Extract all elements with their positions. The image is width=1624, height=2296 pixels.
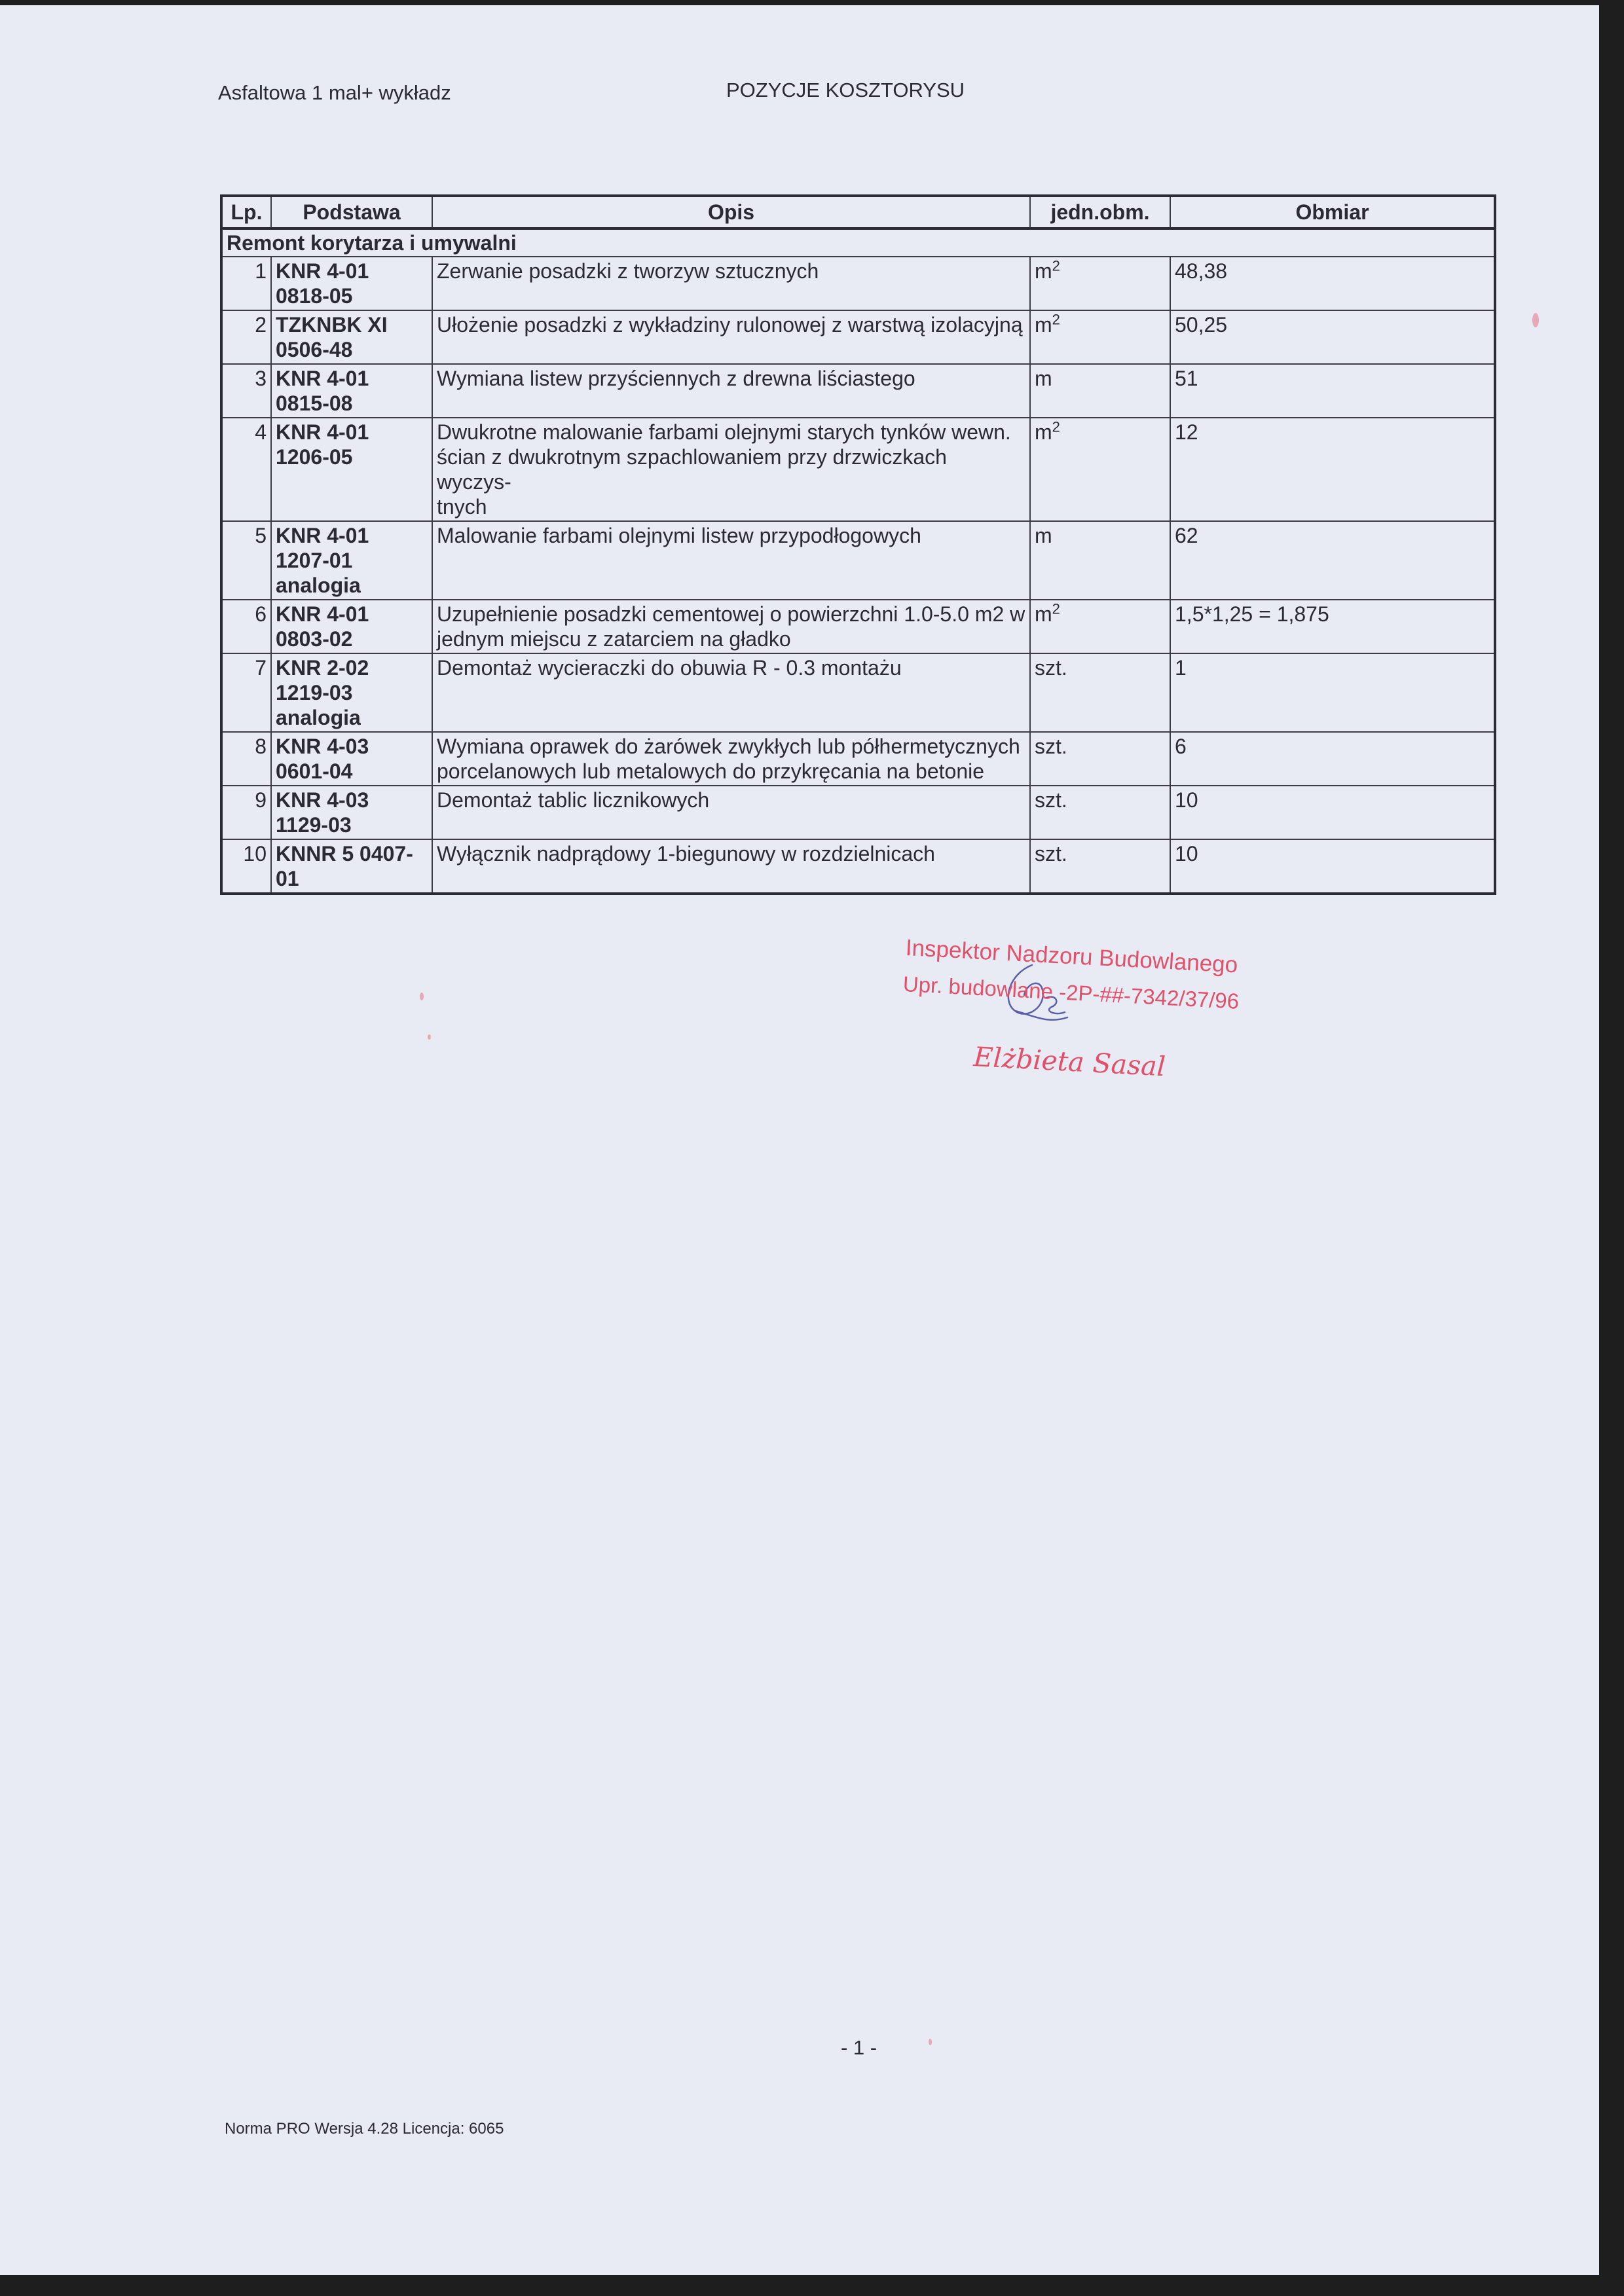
col-header-lp: Lp. — [221, 196, 271, 228]
row-description — [432, 732, 1030, 786]
col-header-basis: Podstawa — [271, 196, 432, 228]
row-unit — [1030, 653, 1170, 732]
basis-line: analogia — [276, 706, 361, 729]
basis-line: 0803-02 — [276, 627, 353, 651]
ink-speck — [428, 1034, 431, 1040]
basis-line: 1129-03 — [276, 813, 352, 837]
row-basis — [271, 839, 432, 894]
description-line: Wymiana listew przyściennych z drewna liściastego — [437, 367, 915, 390]
unit-text: m — [1035, 367, 1052, 390]
basis-line: 1207-01 — [276, 549, 353, 572]
table-row — [221, 732, 1495, 786]
unit-exponent: 2 — [1052, 600, 1060, 617]
basis-line: KNR 2-02 — [276, 656, 369, 680]
row-quantity: 48,38 — [1170, 257, 1495, 310]
basis-line: 0506-48 — [276, 338, 353, 361]
row-number: 4 — [221, 418, 271, 521]
row-number: 5 — [221, 521, 271, 600]
row-quantity: 62 — [1170, 521, 1495, 600]
description-line: Zerwanie posadzki z tworzyw sztucznych — [437, 259, 819, 283]
row-description — [432, 839, 1030, 894]
basis-line: 0818-05 — [276, 284, 353, 308]
page-number: - 1 - — [841, 2036, 877, 2059]
row-quantity: 10 — [1170, 839, 1495, 894]
unit-exponent: 2 — [1052, 418, 1060, 435]
row-basis — [271, 310, 432, 364]
description-line: Demontaż tablic licznikowych — [437, 788, 710, 812]
row-description — [432, 786, 1030, 839]
row-description — [432, 364, 1030, 418]
ink-speck — [1532, 313, 1539, 327]
description-line: Wymiana oprawek do żarówek zwykłych lub półhermetycznych — [437, 735, 1020, 758]
row-quantity: 6 — [1170, 732, 1495, 786]
row-number: 6 — [221, 600, 271, 653]
row-number: 8 — [221, 732, 271, 786]
description-line: Dwukrotne malowanie farbami olejnymi starych tynków wewn. — [437, 420, 1011, 444]
row-description — [432, 600, 1030, 653]
basis-line: 0815-08 — [276, 392, 353, 415]
basis-line: KNR 4-01 — [276, 420, 369, 444]
row-basis — [271, 257, 432, 310]
row-quantity: 12 — [1170, 418, 1495, 521]
row-quantity: 10 — [1170, 786, 1495, 839]
stamp-name: Elżbieta Sasal — [972, 1041, 1166, 1083]
row-basis — [271, 521, 432, 600]
table-row — [221, 310, 1495, 364]
description-line: porcelanowych lub metalowych do przykręcania na betonie — [437, 759, 985, 783]
basis-line: KNR 4-03 — [276, 735, 369, 758]
row-quantity: 1,5*1,25 = 1,875 — [1170, 600, 1495, 653]
estimate-table — [220, 194, 1496, 895]
inspector-stamp — [904, 935, 1270, 1092]
basis-line: 1219-03 — [276, 681, 353, 704]
row-unit — [1030, 839, 1170, 894]
basis-line: KNR 4-01 — [276, 259, 369, 283]
row-number: 10 — [221, 839, 271, 894]
basis-line: 1206-05 — [276, 445, 353, 469]
unit-text: szt. — [1035, 842, 1067, 866]
row-unit — [1030, 257, 1170, 310]
row-description — [432, 310, 1030, 364]
row-basis — [271, 364, 432, 418]
row-description — [432, 257, 1030, 310]
table-row — [221, 839, 1495, 894]
unit-text: szt. — [1035, 735, 1067, 758]
table-header-row — [221, 196, 1495, 228]
row-unit — [1030, 600, 1170, 653]
document-page — [0, 5, 1599, 2275]
description-line: Wyłącznik nadprądowy 1-biegunowy w rozdzielnicach — [437, 842, 935, 866]
unit-exponent: 2 — [1052, 311, 1060, 328]
section-row — [221, 228, 1495, 257]
stamp-title: Inspektor Nadzoru Budowlanego — [904, 935, 1239, 978]
row-unit — [1030, 786, 1170, 839]
table-row — [221, 364, 1495, 418]
basis-line: KNNR 5 0407- — [276, 842, 413, 866]
row-description — [432, 521, 1030, 600]
basis-line: 0601-04 — [276, 759, 353, 783]
description-line: tnych — [437, 495, 487, 519]
col-header-unit: jedn.obm. — [1030, 196, 1170, 228]
ink-speck — [420, 993, 424, 1000]
basis-line: analogia — [276, 574, 361, 597]
row-basis — [271, 418, 432, 521]
table-row — [221, 257, 1495, 310]
unit-text: m — [1035, 313, 1052, 337]
row-basis — [271, 653, 432, 732]
col-header-quantity: Obmiar — [1170, 196, 1495, 228]
row-number: 3 — [221, 364, 271, 418]
row-unit — [1030, 521, 1170, 600]
row-description — [432, 653, 1030, 732]
basis-line: KNR 4-01 — [276, 367, 369, 390]
row-number: 7 — [221, 653, 271, 732]
row-number: 9 — [221, 786, 271, 839]
description-line: Demontaż wycieraczki do obuwia R - 0.3 montażu — [437, 656, 902, 680]
basis-line: KNR 4-01 — [276, 602, 369, 626]
unit-text: m — [1035, 524, 1052, 547]
row-quantity: 1 — [1170, 653, 1495, 732]
row-unit — [1030, 310, 1170, 364]
basis-line: 01 — [276, 867, 299, 890]
row-unit — [1030, 732, 1170, 786]
col-header-description: Opis — [432, 196, 1030, 228]
estimate-name: Asfaltowa 1 mal+ wykładz — [218, 81, 451, 104]
basis-line: TZKNBK XI — [276, 313, 388, 337]
table-row — [221, 653, 1495, 732]
stamp-license: Upr. budowlane -2P-##-7342/37/96 — [902, 972, 1240, 1013]
row-number: 1 — [221, 257, 271, 310]
document-title: POZYCJE KOSZTORYSU — [726, 79, 965, 101]
row-basis — [271, 786, 432, 839]
table-row — [221, 418, 1495, 521]
row-quantity: 50,25 — [1170, 310, 1495, 364]
row-description — [432, 418, 1030, 521]
unit-text: szt. — [1035, 656, 1067, 680]
unit-text: m — [1035, 420, 1052, 444]
row-basis — [271, 600, 432, 653]
description-line: ścian z dwukrotnym szpachlowaniem przy drzwiczkach wyczys- — [437, 445, 947, 494]
basis-line: KNR 4-01 — [276, 524, 369, 547]
section-title: Remont korytarza i umywalni — [221, 228, 1495, 257]
unit-text: m — [1035, 602, 1052, 626]
row-quantity: 51 — [1170, 364, 1495, 418]
row-number: 2 — [221, 310, 271, 364]
row-basis — [271, 732, 432, 786]
description-line: Ułożenie posadzki z wykładziny rulonowej z warstwą izolacyjną — [437, 313, 1023, 337]
table-row — [221, 521, 1495, 600]
unit-text: m — [1035, 259, 1052, 283]
description-line: Malowanie farbami olejnymi listew przypodłogowych — [437, 524, 921, 547]
table-row — [221, 600, 1495, 653]
basis-line: KNR 4-03 — [276, 788, 369, 812]
unit-exponent: 2 — [1052, 257, 1060, 274]
ink-speck — [929, 2039, 932, 2045]
software-footer: Norma PRO Wersja 4.28 Licencja: 6065 — [225, 2120, 504, 2138]
description-line: Uzupełnienie posadzki cementowej o powierzchni 1.0-5.0 m2 w — [437, 602, 1025, 626]
row-unit — [1030, 418, 1170, 521]
unit-text: szt. — [1035, 788, 1067, 812]
table-row — [221, 786, 1495, 839]
description-line: jednym miejscu z zatarciem na gładko — [437, 627, 791, 651]
row-unit — [1030, 364, 1170, 418]
